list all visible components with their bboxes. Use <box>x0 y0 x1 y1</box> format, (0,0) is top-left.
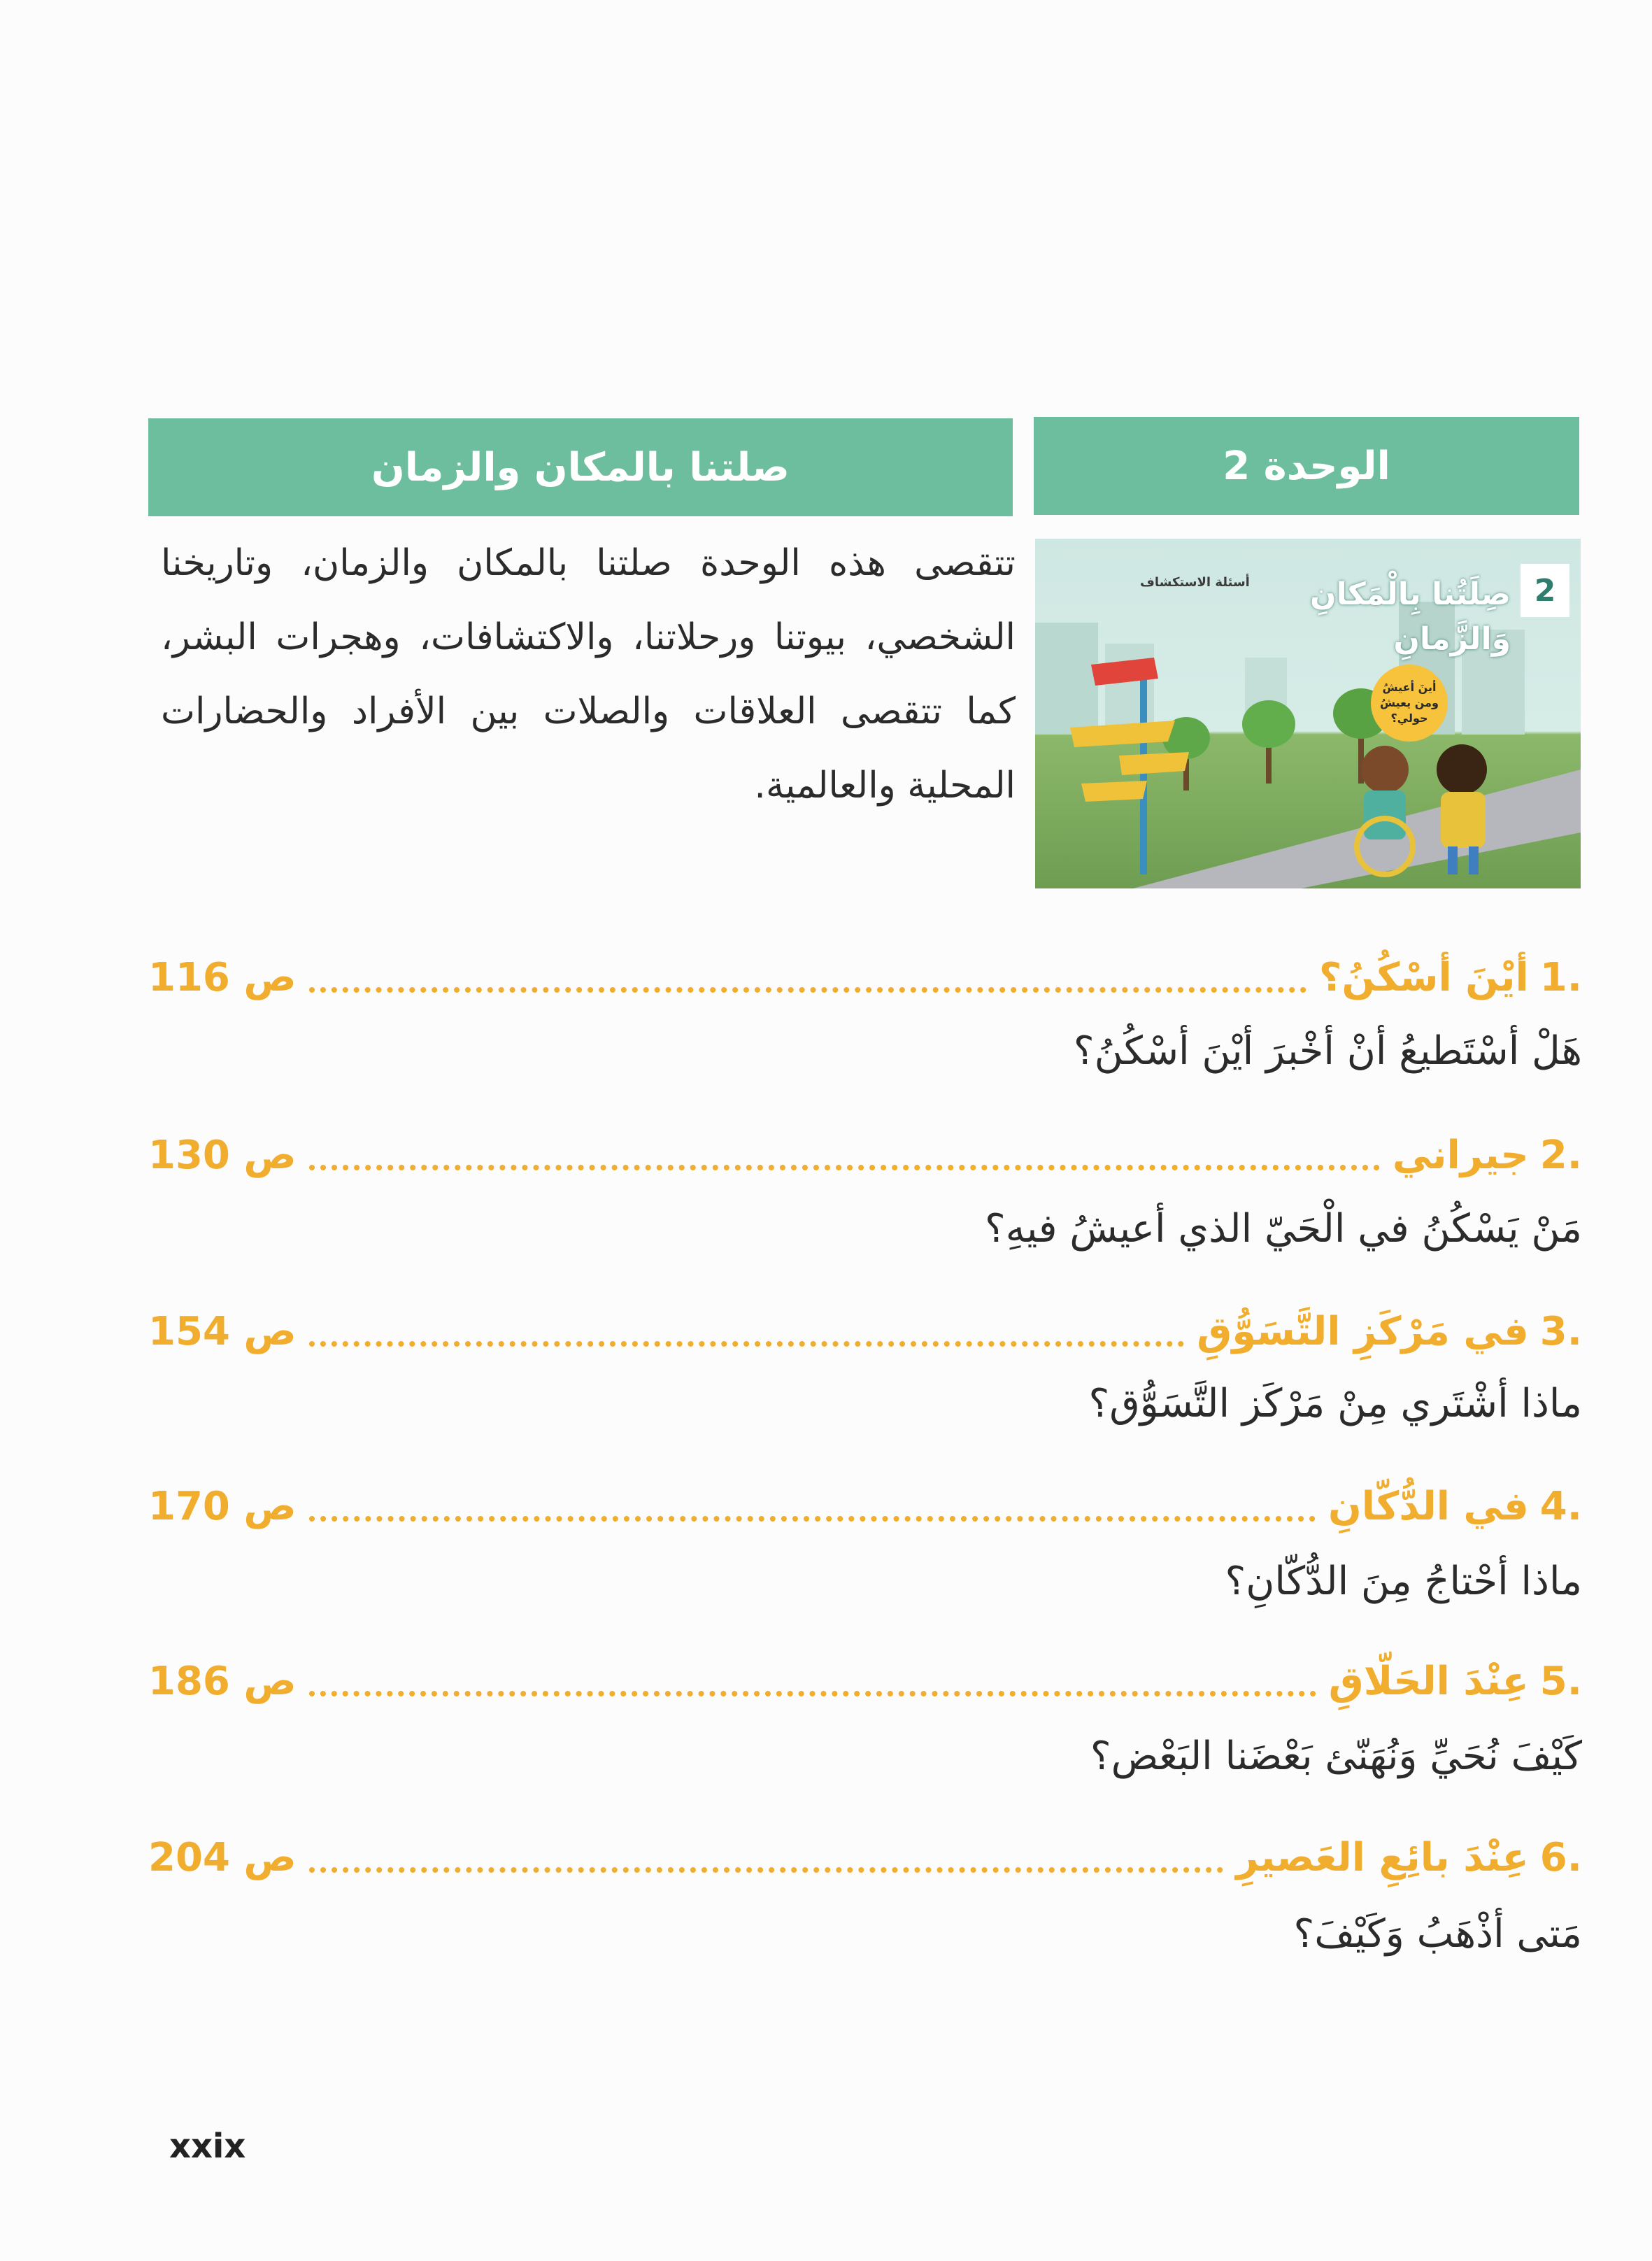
lesson-number: 1. <box>1539 954 1582 1000</box>
lesson-4-title-row[interactable] <box>148 1475 1582 1538</box>
lesson-3-question: ماذا أشْتَري مِنْ مَرْكَز التَّسَوُّق؟ <box>1088 1381 1582 1426</box>
lesson-title: جيراني <box>1392 1132 1529 1178</box>
unit-label: الوحدة 2 <box>1223 443 1390 489</box>
cover-title: صِلَتُنا بِالْمَكانِ وَالزَّمانِ <box>1310 576 1511 657</box>
lesson-title: أيْنَ أسْكُنُ؟ <box>1318 954 1529 1000</box>
lesson-6-question: مَتى أذْهَبُ وَكَيْفَ؟ <box>1293 1911 1582 1957</box>
lesson-5-title-row[interactable] <box>148 1650 1582 1713</box>
lesson-6-title-row[interactable] <box>148 1826 1582 1889</box>
lesson-title: عِنْدَ بائِعِ العَصيرِ <box>1236 1834 1529 1880</box>
lesson-2-title-row[interactable] <box>148 1124 1582 1186</box>
lesson-page: ص 186 <box>148 1658 297 1704</box>
leader-dots <box>309 987 1306 993</box>
lesson-1-question: هَلْ أسْتَطيعُ أنْ أخْبرَ أيْنَ أسْكُنُ؟ <box>1073 1028 1582 1074</box>
unit-label-bar <box>1034 417 1579 515</box>
leader-dots <box>309 1341 1185 1347</box>
lesson-number: 4. <box>1539 1483 1582 1529</box>
lesson-2-question: مَنْ يَسْكُنُ في الْحَيّ الذي أعيشُ فيهِ؟ <box>985 1206 1582 1252</box>
cover-speech-bubble: أينَ أعيشُ ومن يعيشُ حولي؟ <box>1371 665 1448 742</box>
cover-unit-number: 2 <box>1521 564 1569 617</box>
lesson-number: 2. <box>1539 1132 1582 1178</box>
unit-title: صلتنا بالمكان والزمان <box>371 444 790 490</box>
leader-dots <box>309 1165 1380 1170</box>
lesson-page: ص 154 <box>148 1308 297 1354</box>
lesson-1-title-row[interactable] <box>148 946 1582 1009</box>
lesson-4-question: ماذا أحْتاجُ مِنَ الدُّكّانِ؟ <box>1225 1559 1582 1604</box>
page-number: xxix <box>169 2127 246 2166</box>
lesson-3-title-row[interactable] <box>148 1300 1582 1363</box>
leader-dots <box>309 1867 1224 1873</box>
lesson-page: ص 116 <box>148 954 297 1000</box>
lesson-title: في الدُّكّانِ <box>1327 1483 1529 1529</box>
lesson-number: 6. <box>1539 1834 1582 1880</box>
lesson-title: في مَرْكَزِ التَّسَوُّقِ <box>1197 1308 1529 1354</box>
lesson-title: عِنْدَ الحَلّاقِ <box>1328 1658 1529 1704</box>
leader-dots <box>309 1516 1316 1522</box>
unit-title-bar <box>148 418 1013 516</box>
lesson-page: ص 204 <box>148 1834 297 1880</box>
unit-cover-image <box>1035 539 1581 888</box>
lesson-page: ص 130 <box>148 1132 297 1178</box>
cover-questions-title: أسئلة الاستكشاف <box>1140 575 1250 590</box>
lesson-number: 5. <box>1539 1658 1582 1704</box>
lesson-page: ص 170 <box>148 1483 297 1529</box>
unit-description: تتقصى هذه الوحدة صلتنا بالمكان والزمان، وتاريخنا الشخصي، بيوتنا ورحلاتنا، والاكتشافات، وهجرات البشر، كما تتقصى العلاقات والصلات بين الأفراد والحضارات المحلية والعالمية. <box>161 542 1016 807</box>
lesson-5-question: كَيْفَ نُحَيِّ وَنُهَنّئ بَعْضَنا البَعْض؟ <box>1090 1734 1582 1779</box>
leader-dots <box>309 1691 1316 1696</box>
lesson-number: 3. <box>1539 1308 1582 1354</box>
